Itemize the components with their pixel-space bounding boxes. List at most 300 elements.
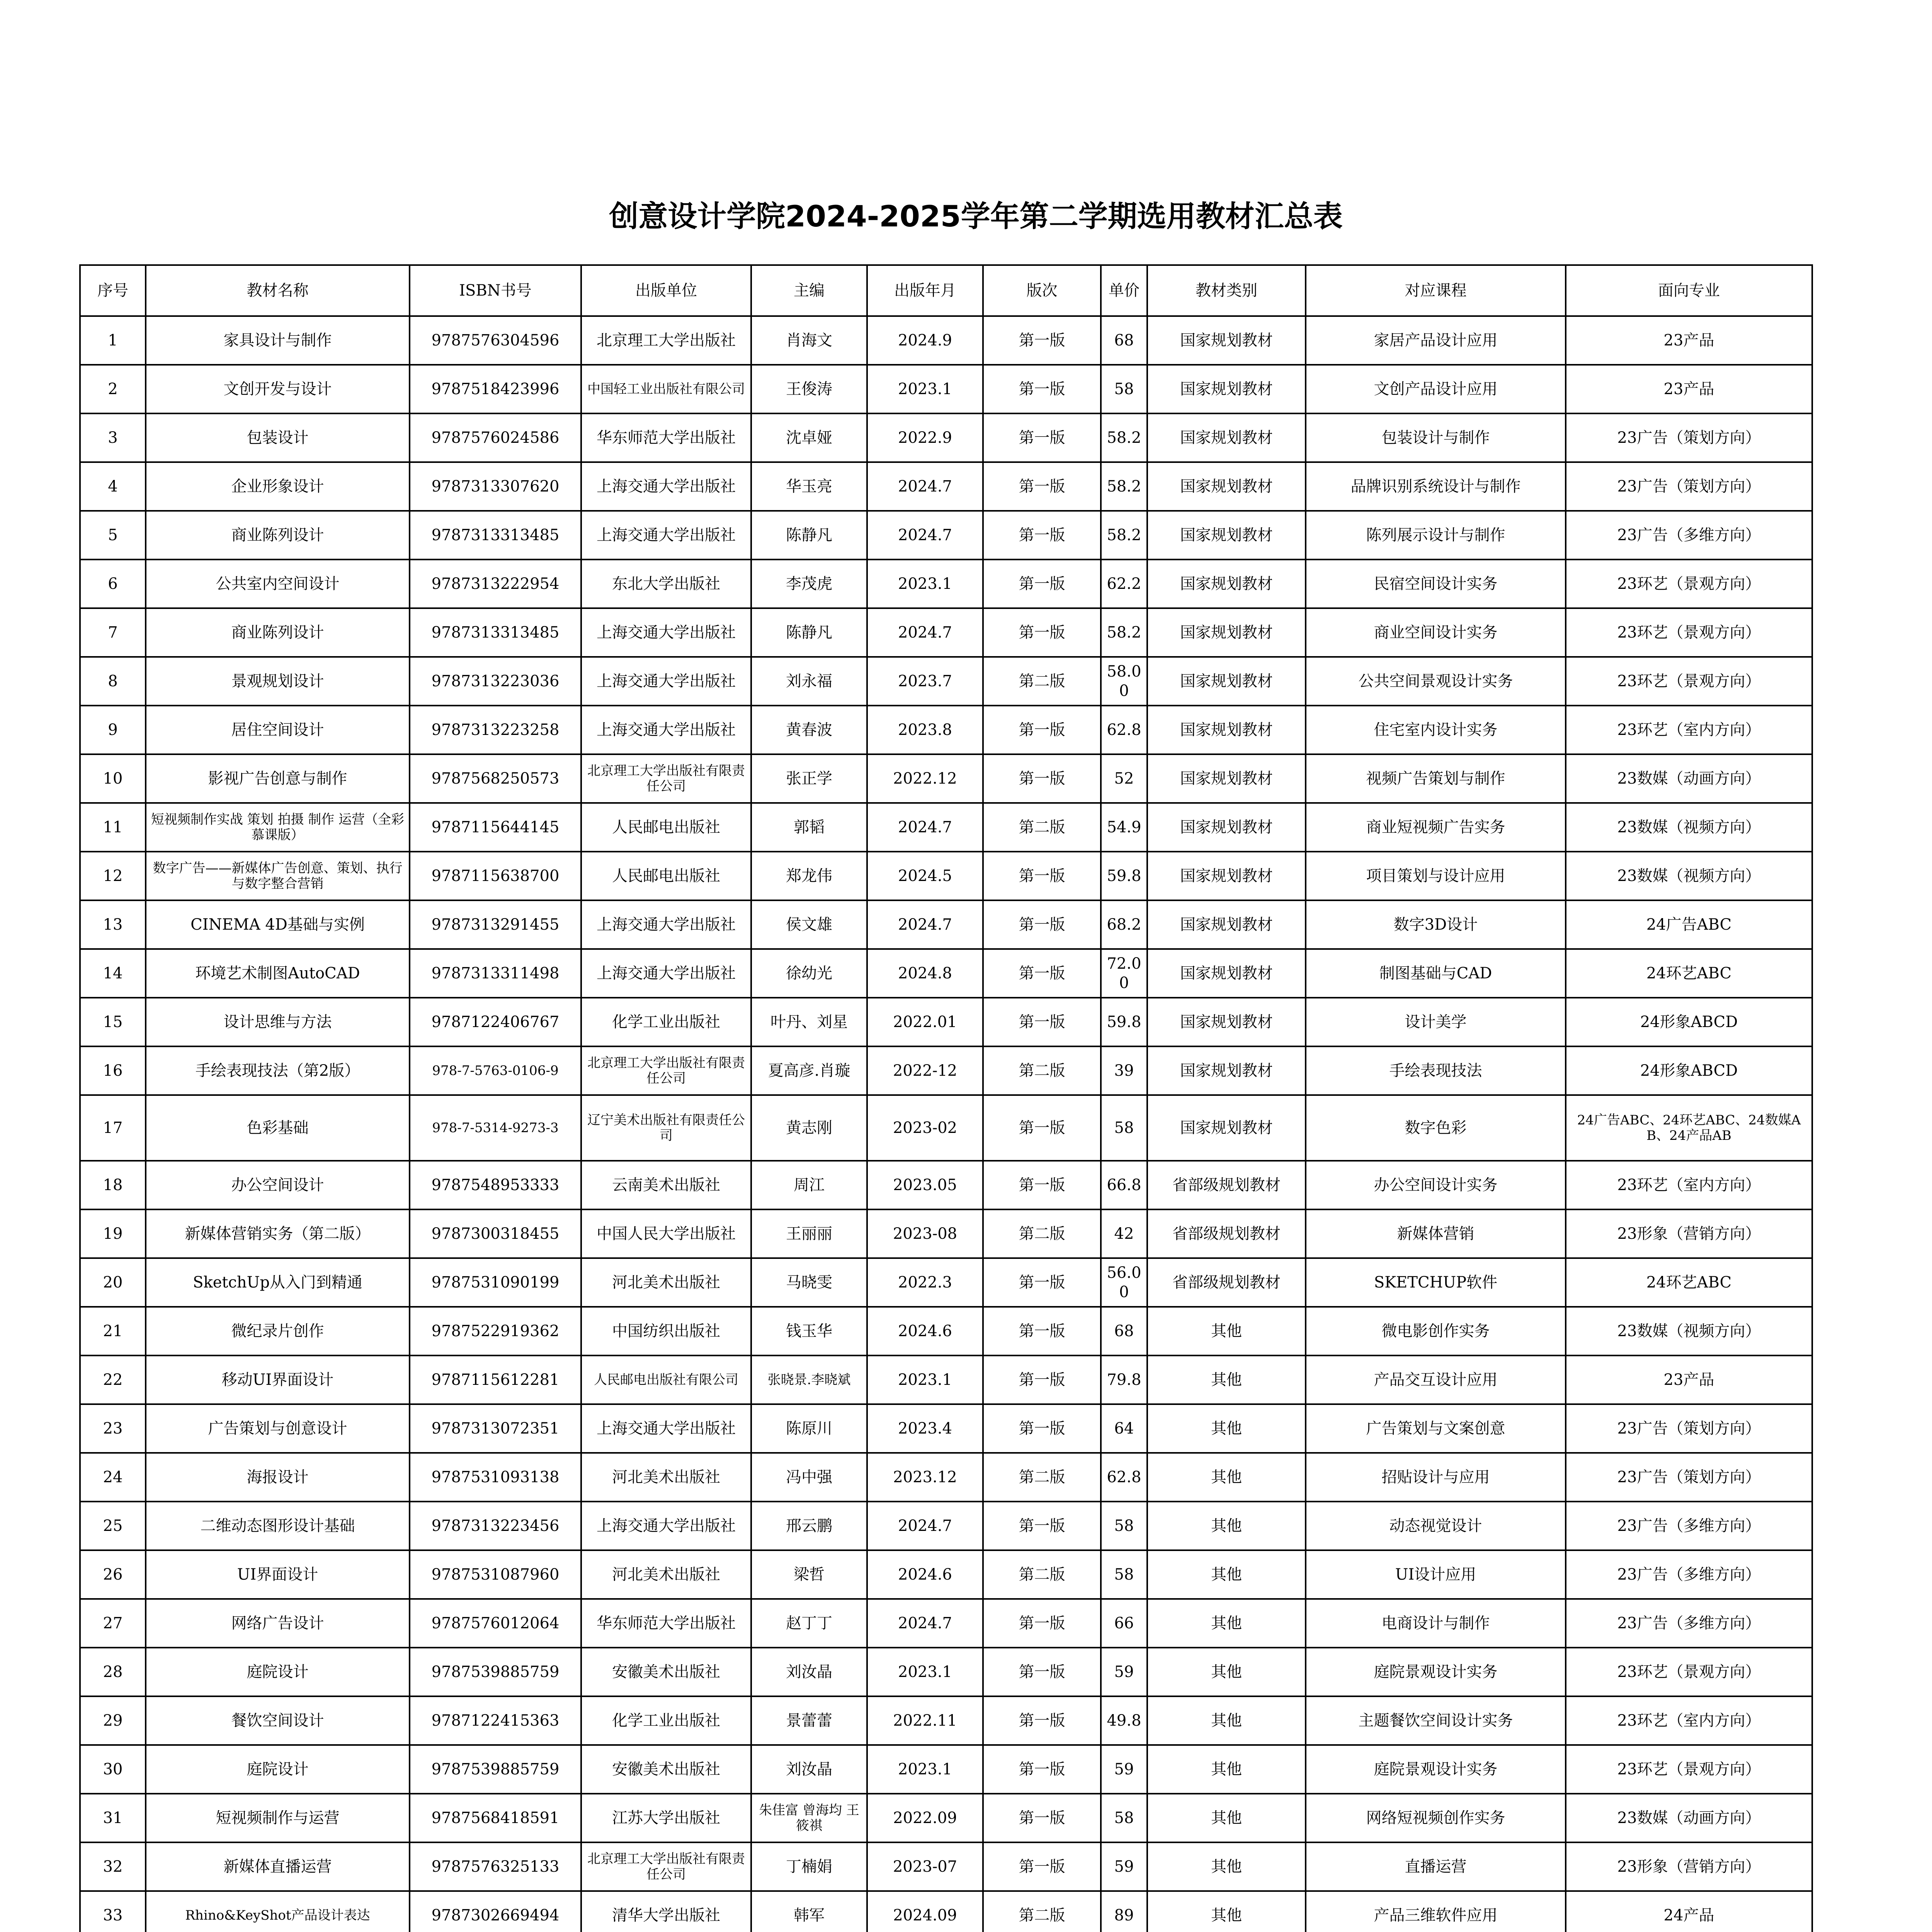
cell-isbn: 9787522919362: [410, 1307, 581, 1355]
cell-price: 59: [1101, 1842, 1147, 1891]
cell-editor: 夏高彦.肖璇: [751, 1046, 867, 1095]
cell-major: 23产品: [1566, 316, 1812, 365]
cell-editor: 徐幼光: [751, 949, 867, 998]
cell-pub-date: 2023-02: [867, 1095, 983, 1161]
cell-editor: 陈静凡: [751, 608, 867, 657]
cell-index: 18: [80, 1161, 146, 1209]
cell-price: 42: [1101, 1209, 1147, 1258]
cell-major: 23形象（营销方向）: [1566, 1842, 1812, 1891]
cell-edition: 第一版: [983, 462, 1101, 511]
cell-publisher: 安徽美术出版社: [581, 1648, 751, 1696]
cell-major: 24广告ABC、24环艺ABC、24数媒AB、24产品AB: [1566, 1095, 1812, 1161]
cell-isbn: 9787313313485: [410, 608, 581, 657]
cell-category: 其他: [1147, 1648, 1306, 1696]
cell-major: 23广告（多维方向）: [1566, 511, 1812, 560]
cell-edition: 第一版: [983, 900, 1101, 949]
cell-index: 14: [80, 949, 146, 998]
cell-title: 庭院设计: [146, 1648, 410, 1696]
cell-course: 设计美学: [1306, 998, 1566, 1046]
cell-major: 23广告（策划方向）: [1566, 413, 1812, 462]
cell-title: 景观规划设计: [146, 657, 410, 706]
cell-edition: 第一版: [983, 1355, 1101, 1404]
cell-major: 24形象ABCD: [1566, 1046, 1812, 1095]
cell-isbn: 9787576304596: [410, 316, 581, 365]
cell-pub-date: 2023.4: [867, 1404, 983, 1453]
cell-edition: 第二版: [983, 1453, 1101, 1502]
cell-pub-date: 2024.5: [867, 852, 983, 900]
cell-publisher: 上海交通大学出版社: [581, 1404, 751, 1453]
cell-publisher: 中国轻工业出版社有限公司: [581, 365, 751, 413]
cell-editor: 陈原川: [751, 1404, 867, 1453]
cell-index: 13: [80, 900, 146, 949]
cell-course: 文创产品设计应用: [1306, 365, 1566, 413]
cell-isbn: 9787115612281: [410, 1355, 581, 1404]
cell-isbn: 9787313072351: [410, 1404, 581, 1453]
cell-editor: 郭韬: [751, 803, 867, 852]
cell-price: 59: [1101, 1745, 1147, 1794]
cell-pub-date: 2022.3: [867, 1258, 983, 1307]
col-header-index: 序号: [80, 265, 146, 316]
cell-course: 商业短视频广告实务: [1306, 803, 1566, 852]
cell-index: 2: [80, 365, 146, 413]
cell-isbn: 9787531087960: [410, 1550, 581, 1599]
table-body: [80, 316, 1812, 1932]
cell-editor: 王丽丽: [751, 1209, 867, 1258]
cell-course: 庭院景观设计实务: [1306, 1648, 1566, 1696]
cell-publisher: 上海交通大学出版社: [581, 900, 751, 949]
cell-course: 数字3D设计: [1306, 900, 1566, 949]
cell-price: 58.2: [1101, 462, 1147, 511]
cell-price: 68.2: [1101, 900, 1147, 949]
cell-publisher: 云南美术出版社: [581, 1161, 751, 1209]
col-header-category: 教材类别: [1147, 265, 1306, 316]
cell-major: 23环艺（景观方向）: [1566, 657, 1812, 706]
cell-category: 国家规划教材: [1147, 560, 1306, 608]
cell-course: 主题餐饮空间设计实务: [1306, 1696, 1566, 1745]
cell-index: 8: [80, 657, 146, 706]
cell-edition: 第二版: [983, 803, 1101, 852]
cell-major: 23广告（策划方向）: [1566, 462, 1812, 511]
cell-major: 23环艺（室内方向）: [1566, 1161, 1812, 1209]
cell-category: 省部级规划教材: [1147, 1209, 1306, 1258]
cell-title: Rhino&KeyShot产品设计表达: [146, 1891, 410, 1932]
cell-index: 16: [80, 1046, 146, 1095]
col-header-edition: 版次: [983, 265, 1101, 316]
table-header: [80, 265, 1812, 316]
cell-major: 23环艺（景观方向）: [1566, 560, 1812, 608]
cell-pub-date: 2023.05: [867, 1161, 983, 1209]
cell-price: 89: [1101, 1891, 1147, 1932]
cell-index: 10: [80, 754, 146, 803]
cell-major: 23广告（多维方向）: [1566, 1502, 1812, 1550]
cell-editor: 马晓雯: [751, 1258, 867, 1307]
cell-edition: 第一版: [983, 1745, 1101, 1794]
table-row: [80, 949, 1812, 998]
cell-edition: 第一版: [983, 1696, 1101, 1745]
cell-major: 24环艺ABC: [1566, 949, 1812, 998]
cell-course: 产品三维软件应用: [1306, 1891, 1566, 1932]
cell-course: 住宅室内设计实务: [1306, 706, 1566, 754]
cell-index: 26: [80, 1550, 146, 1599]
cell-index: 24: [80, 1453, 146, 1502]
table-row: [80, 706, 1812, 754]
cell-publisher: 东北大学出版社: [581, 560, 751, 608]
table-row: [80, 1550, 1812, 1599]
cell-price: 62.2: [1101, 560, 1147, 608]
cell-edition: 第一版: [983, 413, 1101, 462]
cell-pub-date: 2024.7: [867, 1599, 983, 1648]
cell-price: 66.8: [1101, 1161, 1147, 1209]
cell-editor: 梁哲: [751, 1550, 867, 1599]
cell-category: 其他: [1147, 1453, 1306, 1502]
table-row: [80, 1095, 1812, 1161]
cell-price: 52: [1101, 754, 1147, 803]
table-row: [80, 511, 1812, 560]
cell-major: 24形象ABCD: [1566, 998, 1812, 1046]
cell-major: 24产品: [1566, 1891, 1812, 1932]
cell-publisher: 上海交通大学出版社: [581, 511, 751, 560]
cell-course: 民宿空间设计实务: [1306, 560, 1566, 608]
table-row: [80, 1161, 1812, 1209]
cell-title: 餐饮空间设计: [146, 1696, 410, 1745]
cell-edition: 第一版: [983, 1599, 1101, 1648]
cell-title: 影视广告创意与制作: [146, 754, 410, 803]
cell-title: 商业陈列设计: [146, 608, 410, 657]
cell-isbn: 9787568418591: [410, 1794, 581, 1842]
cell-title: 新媒体直播运营: [146, 1842, 410, 1891]
col-header-major: 面向专业: [1566, 265, 1812, 316]
cell-major: 23数媒（视频方向）: [1566, 852, 1812, 900]
cell-edition: 第一版: [983, 1648, 1101, 1696]
cell-major: 23数媒（动画方向）: [1566, 1794, 1812, 1842]
cell-title: 居住空间设计: [146, 706, 410, 754]
cell-pub-date: 2022.9: [867, 413, 983, 462]
cell-pub-date: 2022.01: [867, 998, 983, 1046]
cell-pub-date: 2024.09: [867, 1891, 983, 1932]
col-header-publisher: 出版单位: [581, 265, 751, 316]
col-header-isbn: ISBN书号: [410, 265, 581, 316]
cell-isbn: 9787313307620: [410, 462, 581, 511]
cell-pub-date: 2024.7: [867, 462, 983, 511]
cell-title: 短视频制作实战 策划 拍摄 制作 运营（全彩慕课版）: [146, 803, 410, 852]
cell-title: 环境艺术制图AutoCAD: [146, 949, 410, 998]
cell-publisher: 上海交通大学出版社: [581, 949, 751, 998]
cell-isbn: 9787539885759: [410, 1648, 581, 1696]
table-row: [80, 1258, 1812, 1307]
cell-index: 31: [80, 1794, 146, 1842]
cell-course: SKETCHUP软件: [1306, 1258, 1566, 1307]
cell-price: 68: [1101, 1307, 1147, 1355]
cell-title: 商业陈列设计: [146, 511, 410, 560]
cell-category: 省部级规划教材: [1147, 1161, 1306, 1209]
cell-category: 国家规划教材: [1147, 754, 1306, 803]
cell-edition: 第一版: [983, 1794, 1101, 1842]
cell-course: 直播运营: [1306, 1842, 1566, 1891]
col-header-editor: 主编: [751, 265, 867, 316]
cell-price: 68: [1101, 316, 1147, 365]
cell-index: 20: [80, 1258, 146, 1307]
cell-isbn: 9787313313485: [410, 511, 581, 560]
cell-edition: 第一版: [983, 1307, 1101, 1355]
cell-isbn: 978-7-5314-9273-3: [410, 1095, 581, 1161]
table-row: [80, 413, 1812, 462]
cell-publisher: 安徽美术出版社: [581, 1745, 751, 1794]
cell-publisher: 上海交通大学出版社: [581, 462, 751, 511]
cell-category: 国家规划教材: [1147, 413, 1306, 462]
cell-price: 62.8: [1101, 1453, 1147, 1502]
table-row: [80, 462, 1812, 511]
cell-course: 手绘表现技法: [1306, 1046, 1566, 1095]
cell-index: 12: [80, 852, 146, 900]
col-header-price: 单价: [1101, 265, 1147, 316]
header-row: [80, 265, 1812, 316]
cell-pub-date: 2023.1: [867, 1648, 983, 1696]
cell-publisher: 上海交通大学出版社: [581, 657, 751, 706]
table-row: [80, 657, 1812, 706]
cell-category: 其他: [1147, 1891, 1306, 1932]
table-row: [80, 1046, 1812, 1095]
cell-publisher: 清华大学出版社: [581, 1891, 751, 1932]
cell-publisher: 北京理工大学出版社: [581, 316, 751, 365]
cell-price: 58: [1101, 365, 1147, 413]
cell-category: 国家规划教材: [1147, 365, 1306, 413]
cell-price: 58: [1101, 1502, 1147, 1550]
cell-editor: 张正学: [751, 754, 867, 803]
cell-isbn: 9787568250573: [410, 754, 581, 803]
cell-publisher: 上海交通大学出版社: [581, 706, 751, 754]
cell-category: 其他: [1147, 1307, 1306, 1355]
cell-edition: 第一版: [983, 949, 1101, 998]
cell-category: 国家规划教材: [1147, 706, 1306, 754]
cell-price: 58: [1101, 1095, 1147, 1161]
cell-isbn: 9787313222954: [410, 560, 581, 608]
cell-index: 30: [80, 1745, 146, 1794]
table-row: [80, 560, 1812, 608]
cell-pub-date: 2024.7: [867, 803, 983, 852]
cell-index: 29: [80, 1696, 146, 1745]
cell-course: 广告策划与文案创意: [1306, 1404, 1566, 1453]
cell-publisher: 上海交通大学出版社: [581, 1502, 751, 1550]
cell-title: 网络广告设计: [146, 1599, 410, 1648]
cell-index: 23: [80, 1404, 146, 1453]
cell-major: 24环艺ABC: [1566, 1258, 1812, 1307]
cell-isbn: 9787300318455: [410, 1209, 581, 1258]
table-row: [80, 1209, 1812, 1258]
cell-major: 23产品: [1566, 365, 1812, 413]
cell-edition: 第一版: [983, 1842, 1101, 1891]
cell-edition: 第一版: [983, 365, 1101, 413]
table-row: [80, 316, 1812, 365]
cell-title: 新媒体营销实务（第二版）: [146, 1209, 410, 1258]
cell-edition: 第二版: [983, 1891, 1101, 1932]
cell-major: 23产品: [1566, 1355, 1812, 1404]
cell-pub-date: 2024.7: [867, 900, 983, 949]
cell-isbn: 9787313311498: [410, 949, 581, 998]
cell-category: 国家规划教材: [1147, 316, 1306, 365]
cell-pub-date: 2024.6: [867, 1307, 983, 1355]
cell-edition: 第一版: [983, 1258, 1101, 1307]
cell-title: SketchUp从入门到精通: [146, 1258, 410, 1307]
cell-index: 15: [80, 998, 146, 1046]
cell-course: 视频广告策划与制作: [1306, 754, 1566, 803]
cell-pub-date: 2023-07: [867, 1842, 983, 1891]
cell-title: 色彩基础: [146, 1095, 410, 1161]
cell-index: 5: [80, 511, 146, 560]
cell-course: 网络短视频创作实务: [1306, 1794, 1566, 1842]
table-row: [80, 803, 1812, 852]
table-row: [80, 1404, 1812, 1453]
table-row: [80, 1891, 1812, 1932]
table-row: [80, 852, 1812, 900]
cell-editor: 李茂虎: [751, 560, 867, 608]
cell-price: 64: [1101, 1404, 1147, 1453]
cell-editor: 黄春波: [751, 706, 867, 754]
cell-edition: 第一版: [983, 1161, 1101, 1209]
cell-editor: 刘汝晶: [751, 1745, 867, 1794]
cell-index: 28: [80, 1648, 146, 1696]
cell-pub-date: 2022-12: [867, 1046, 983, 1095]
cell-title: 庭院设计: [146, 1745, 410, 1794]
cell-isbn: 9787531090199: [410, 1258, 581, 1307]
cell-isbn: 9787576024586: [410, 413, 581, 462]
cell-editor: 周江: [751, 1161, 867, 1209]
cell-pub-date: 2024.7: [867, 1502, 983, 1550]
cell-major: 23广告（策划方向）: [1566, 1404, 1812, 1453]
cell-publisher: 华东师范大学出版社: [581, 1599, 751, 1648]
cell-editor: 朱佳富 曾海均 王筱祺: [751, 1794, 867, 1842]
cell-category: 其他: [1147, 1502, 1306, 1550]
cell-editor: 钱玉华: [751, 1307, 867, 1355]
cell-index: 9: [80, 706, 146, 754]
cell-price: 58: [1101, 1550, 1147, 1599]
cell-title: 短视频制作与运营: [146, 1794, 410, 1842]
table-row: [80, 1453, 1812, 1502]
cell-category: 其他: [1147, 1404, 1306, 1453]
cell-price: 59: [1101, 1648, 1147, 1696]
cell-pub-date: 2022.12: [867, 754, 983, 803]
cell-category: 省部级规划教材: [1147, 1258, 1306, 1307]
cell-course: 公共空间景观设计实务: [1306, 657, 1566, 706]
cell-pub-date: 2023-08: [867, 1209, 983, 1258]
cell-category: 其他: [1147, 1599, 1306, 1648]
cell-price: 58.2: [1101, 511, 1147, 560]
cell-category: 国家规划教材: [1147, 608, 1306, 657]
cell-price: 58.2: [1101, 608, 1147, 657]
cell-edition: 第一版: [983, 754, 1101, 803]
cell-publisher: 河北美术出版社: [581, 1550, 751, 1599]
cell-editor: 陈静凡: [751, 511, 867, 560]
cell-major: 23环艺（室内方向）: [1566, 1696, 1812, 1745]
cell-price: 56.00: [1101, 1258, 1147, 1307]
cell-index: 21: [80, 1307, 146, 1355]
cell-category: 国家规划教材: [1147, 803, 1306, 852]
table-row: [80, 608, 1812, 657]
cell-title: 数字广告——新媒体广告创意、策划、执行与数字整合营销: [146, 852, 410, 900]
cell-category: 国家规划教材: [1147, 657, 1306, 706]
cell-index: 17: [80, 1095, 146, 1161]
cell-price: 49.8: [1101, 1696, 1147, 1745]
cell-index: 6: [80, 560, 146, 608]
table-row: [80, 1745, 1812, 1794]
cell-category: 国家规划教材: [1147, 852, 1306, 900]
page-title: 创意设计学院2024-2025学年第二学期选用教材汇总表: [609, 199, 1343, 233]
cell-course: 电商设计与制作: [1306, 1599, 1566, 1648]
cell-isbn: 9787122406767: [410, 998, 581, 1046]
cell-editor: 张晓景.李晓斌: [751, 1355, 867, 1404]
cell-price: 62.8: [1101, 706, 1147, 754]
col-header-course: 对应课程: [1306, 265, 1566, 316]
cell-editor: 华玉亮: [751, 462, 867, 511]
cell-publisher: 北京理工大学出版社有限责任公司: [581, 1842, 751, 1891]
cell-price: 59.8: [1101, 852, 1147, 900]
cell-edition: 第一版: [983, 316, 1101, 365]
cell-title: CINEMA 4D基础与实例: [146, 900, 410, 949]
cell-editor: 肖海文: [751, 316, 867, 365]
cell-publisher: 江苏大学出版社: [581, 1794, 751, 1842]
cell-isbn: 9787115638700: [410, 852, 581, 900]
table-row: [80, 365, 1812, 413]
cell-edition: 第二版: [983, 657, 1101, 706]
cell-course: 数字色彩: [1306, 1095, 1566, 1161]
cell-title: 设计思维与方法: [146, 998, 410, 1046]
cell-edition: 第二版: [983, 1550, 1101, 1599]
cell-title: 家具设计与制作: [146, 316, 410, 365]
cell-isbn: 9787115644145: [410, 803, 581, 852]
cell-edition: 第一版: [983, 852, 1101, 900]
cell-course: 陈列展示设计与制作: [1306, 511, 1566, 560]
cell-isbn: 978-7-5763-0106-9: [410, 1046, 581, 1095]
cell-edition: 第一版: [983, 608, 1101, 657]
cell-major: 23广告（多维方向）: [1566, 1599, 1812, 1648]
cell-major: 23广告（策划方向）: [1566, 1453, 1812, 1502]
cell-publisher: 化学工业出版社: [581, 1696, 751, 1745]
cell-category: 其他: [1147, 1696, 1306, 1745]
cell-course: 商业空间设计实务: [1306, 608, 1566, 657]
cell-index: 4: [80, 462, 146, 511]
cell-major: 23环艺（景观方向）: [1566, 1648, 1812, 1696]
cell-isbn: 9787539885759: [410, 1745, 581, 1794]
cell-category: 其他: [1147, 1355, 1306, 1404]
cell-editor: 韩军: [751, 1891, 867, 1932]
cell-price: 58.00: [1101, 657, 1147, 706]
cell-index: 3: [80, 413, 146, 462]
cell-publisher: 人民邮电出版社: [581, 803, 751, 852]
cell-pub-date: 2024.8: [867, 949, 983, 998]
cell-editor: 邢云鹏: [751, 1502, 867, 1550]
cell-isbn: 9787122415363: [410, 1696, 581, 1745]
cell-course: 微电影创作实务: [1306, 1307, 1566, 1355]
cell-pub-date: 2022.09: [867, 1794, 983, 1842]
cell-title: 海报设计: [146, 1453, 410, 1502]
cell-price: 58.2: [1101, 413, 1147, 462]
table-row: [80, 1355, 1812, 1404]
cell-major: 23环艺（景观方向）: [1566, 1745, 1812, 1794]
cell-editor: 黄志刚: [751, 1095, 867, 1161]
cell-title: UI界面设计: [146, 1550, 410, 1599]
cell-isbn: 9787313223258: [410, 706, 581, 754]
cell-edition: 第二版: [983, 1046, 1101, 1095]
cell-edition: 第一版: [983, 1404, 1101, 1453]
cell-category: 国家规划教材: [1147, 1046, 1306, 1095]
cell-price: 39: [1101, 1046, 1147, 1095]
cell-course: 招贴设计与应用: [1306, 1453, 1566, 1502]
table-row: [80, 1502, 1812, 1550]
cell-pub-date: 2023.12: [867, 1453, 983, 1502]
cell-index: 33: [80, 1891, 146, 1932]
cell-category: 国家规划教材: [1147, 462, 1306, 511]
cell-course: 包装设计与制作: [1306, 413, 1566, 462]
cell-publisher: 华东师范大学出版社: [581, 413, 751, 462]
